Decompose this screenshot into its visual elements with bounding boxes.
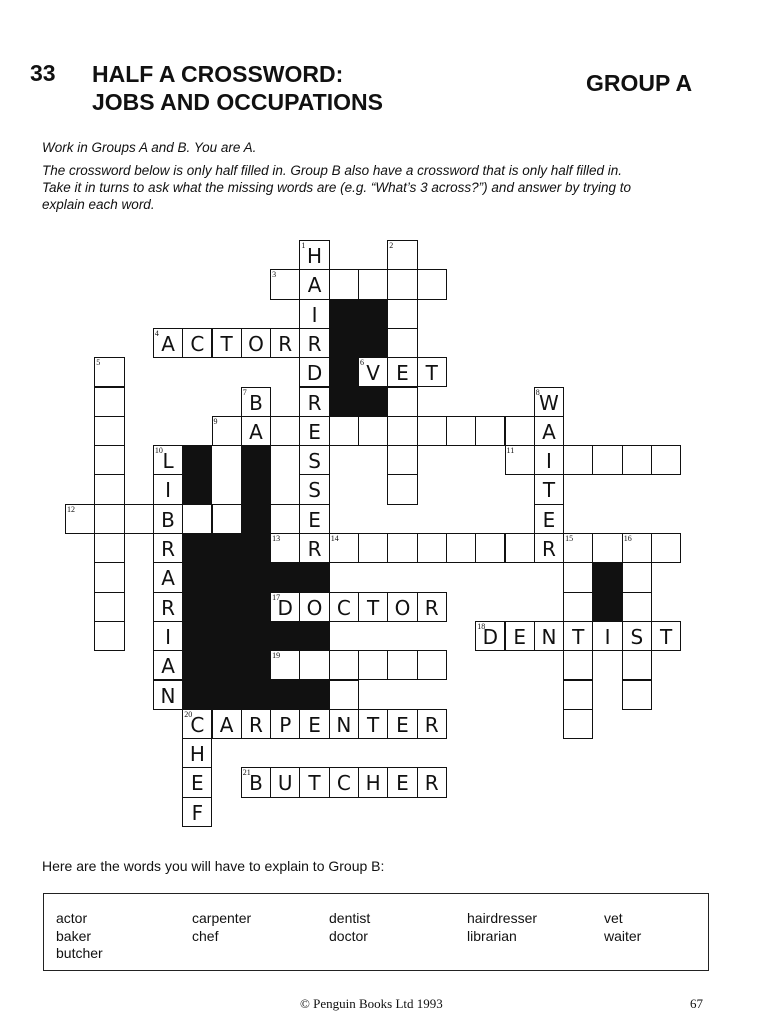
crossword-cell — [475, 621, 505, 651]
crossword-cell — [153, 533, 183, 563]
word-item: carpenter — [192, 910, 252, 926]
crossword-letter: D — [306, 361, 323, 386]
crossword-black-square — [182, 650, 212, 680]
crossword-cell — [182, 738, 212, 768]
crossword-letter: A — [307, 273, 322, 298]
instructions-line-1: Work in Groups A and B. You are A. — [42, 140, 257, 155]
crossword-letter: U — [277, 771, 293, 796]
crossword-cell — [94, 533, 124, 563]
crossword-black-square — [212, 680, 242, 710]
crossword-cell — [446, 416, 476, 446]
crossword-letter: B — [161, 507, 175, 532]
crossword-letter: C — [190, 331, 205, 356]
crossword-cell — [651, 621, 681, 651]
crossword-letter: R — [307, 537, 322, 561]
crossword-black-square — [182, 533, 212, 563]
word-list-box — [43, 893, 709, 971]
crossword-letter: E — [396, 771, 409, 796]
crossword-black-square — [592, 592, 622, 622]
crossword-letter: H — [189, 742, 205, 767]
crossword-cell — [387, 357, 417, 387]
crossword-letter: R — [248, 712, 263, 737]
crossword-black-square — [182, 474, 212, 504]
title-line-1: HALF A CROSSWORD: — [92, 61, 344, 87]
crossword-cell — [387, 650, 417, 680]
title-line-2: JOBS AND OCCUPATIONS — [92, 89, 383, 115]
crossword-letter: R — [424, 595, 439, 620]
crossword-letter: C — [336, 771, 351, 796]
crossword-letter: O — [306, 595, 323, 620]
crossword-cell — [563, 592, 593, 622]
crossword-letter: C — [190, 712, 205, 737]
crossword-cell — [475, 533, 505, 563]
crossword-cell — [241, 416, 271, 446]
crossword-cell — [651, 445, 681, 475]
crossword-cell — [299, 767, 329, 797]
crossword-letter: T — [425, 361, 438, 386]
crossword-cell — [592, 445, 622, 475]
crossword-black-square — [329, 328, 359, 358]
crossword-letter: L — [162, 449, 174, 474]
clue-number: 9 — [213, 416, 218, 426]
crossword-cell — [153, 592, 183, 622]
crossword-letter: I — [165, 624, 171, 649]
crossword-cell — [299, 387, 329, 417]
crossword-black-square — [241, 680, 271, 710]
crossword-letter: R — [307, 331, 322, 356]
crossword-cell — [329, 650, 359, 680]
crossword-cell — [534, 387, 564, 417]
crossword-letter: B — [249, 390, 263, 415]
word-item: doctor — [329, 928, 368, 944]
clue-number: 19 — [272, 651, 281, 661]
crossword-cell — [387, 269, 417, 299]
crossword-cell — [387, 299, 417, 329]
crossword-letter: I — [165, 478, 171, 503]
crossword-cell — [182, 709, 212, 739]
crossword-letter: H — [365, 771, 381, 796]
crossword-cell — [622, 592, 652, 622]
crossword-black-square — [241, 592, 271, 622]
clue-number: 2 — [389, 241, 394, 250]
clue-number: 21 — [242, 768, 251, 778]
crossword-cell — [299, 445, 329, 475]
crossword-letter: E — [308, 507, 321, 532]
clue-number: 4 — [154, 328, 159, 338]
crossword-cell — [417, 709, 447, 739]
group-label: GROUP A — [586, 70, 693, 96]
crossword-cell — [94, 387, 124, 417]
word-item: chef — [192, 928, 219, 944]
crossword-black-square — [212, 592, 242, 622]
crossword-cell — [387, 328, 417, 358]
crossword-cell — [182, 797, 212, 827]
crossword-cell — [387, 533, 417, 563]
crossword-letter: R — [424, 712, 439, 737]
clue-number: 10 — [154, 446, 163, 456]
crossword-cell — [358, 650, 388, 680]
crossword-black-square — [241, 650, 271, 680]
crossword-black-square — [299, 562, 329, 592]
crossword-letter: T — [367, 712, 380, 737]
crossword-cell — [94, 474, 124, 504]
crossword-letter: T — [660, 624, 673, 649]
crossword-letter: N — [160, 683, 176, 708]
clue-number: 1 — [301, 241, 306, 250]
crossword-letter: D — [277, 595, 293, 620]
crossword-black-square — [329, 357, 359, 387]
crossword-letter: I — [311, 302, 318, 327]
crossword-letter: A — [161, 654, 175, 679]
crossword-black-square — [241, 474, 271, 504]
crossword-cell — [299, 299, 329, 329]
crossword-cell — [329, 592, 359, 622]
crossword-cell — [475, 416, 505, 446]
crossword-letter: T — [542, 478, 556, 503]
crossword-cell — [622, 533, 652, 563]
crossword-black-square — [329, 387, 359, 417]
crossword-cell — [387, 767, 417, 797]
crossword-letter: A — [219, 712, 234, 737]
crossword-letter: E — [396, 361, 409, 386]
crossword-cell — [417, 533, 447, 563]
crossword-cell — [563, 650, 593, 680]
word-item: vet — [604, 910, 623, 926]
crossword-cell — [94, 621, 124, 651]
crossword-cell — [329, 533, 359, 563]
crossword-cell — [241, 328, 271, 358]
crossword-cell — [563, 621, 593, 651]
crossword-black-square — [212, 650, 242, 680]
crossword-black-square — [182, 621, 212, 651]
crossword-letter: H — [307, 244, 323, 268]
crossword-black-square — [241, 504, 271, 534]
crossword-cell — [563, 709, 593, 739]
word-item: hairdresser — [467, 910, 538, 926]
crossword-cell — [329, 269, 359, 299]
crossword-cell — [299, 709, 329, 739]
crossword-cell — [94, 416, 124, 446]
crossword-black-square — [241, 621, 271, 651]
crossword-cell — [358, 269, 388, 299]
crossword-cell — [153, 562, 183, 592]
crossword-cell — [299, 240, 329, 270]
crossword-cell — [622, 680, 652, 710]
crossword-black-square — [358, 299, 388, 329]
clue-number: 16 — [623, 534, 632, 543]
crossword-letter: O — [394, 595, 411, 620]
clue-number: 20 — [184, 709, 193, 719]
crossword-cell — [153, 445, 183, 475]
crossword-cell — [212, 709, 242, 739]
crossword-cell — [417, 650, 447, 680]
crossword-cell — [387, 387, 417, 417]
crossword-letter: V — [366, 361, 380, 386]
crossword-cell — [387, 416, 417, 446]
crossword-cell — [153, 504, 183, 534]
crossword-black-square — [212, 562, 242, 592]
crossword-cell — [153, 621, 183, 651]
crossword-letter: A — [542, 419, 556, 444]
crossword-cell — [387, 240, 417, 270]
crossword-cell — [358, 709, 388, 739]
crossword-cell — [534, 533, 564, 563]
crossword-black-square — [270, 680, 300, 710]
crossword-cell — [387, 592, 417, 622]
crossword-black-square — [182, 562, 212, 592]
crossword-letter: B — [249, 771, 263, 796]
crossword-cell — [270, 504, 300, 534]
crossword-cell — [622, 562, 652, 592]
crossword-black-square — [270, 621, 300, 651]
crossword-cell — [622, 445, 652, 475]
crossword-cell — [622, 621, 652, 651]
crossword-cell — [270, 328, 300, 358]
crossword-cell — [563, 680, 593, 710]
crossword-cell — [212, 328, 242, 358]
crossword-cell — [153, 650, 183, 680]
crossword-cell — [94, 504, 124, 534]
crossword-cell — [563, 533, 593, 563]
crossword-black-square — [299, 621, 329, 651]
crossword-cell — [505, 445, 535, 475]
crossword-cell — [417, 269, 447, 299]
crossword-cell — [417, 357, 447, 387]
crossword-cell — [94, 562, 124, 592]
crossword-cell — [299, 474, 329, 504]
crossword-cell — [505, 416, 535, 446]
crossword-letter: S — [308, 478, 321, 503]
crossword-cell — [124, 504, 154, 534]
crossword-letter: S — [630, 624, 644, 649]
crossword-cell — [299, 328, 329, 358]
clue-number: 14 — [330, 534, 339, 543]
crossword-black-square — [212, 621, 242, 651]
crossword-cell — [563, 445, 593, 475]
word-item: actor — [56, 910, 88, 926]
crossword-cell — [387, 445, 417, 475]
crossword-cell — [299, 650, 329, 680]
crossword-cell — [534, 416, 564, 446]
clue-number: 12 — [67, 504, 75, 514]
crossword-cell — [153, 680, 183, 710]
crossword-cell — [212, 416, 242, 446]
word-item: baker — [56, 928, 92, 944]
instructions-line-2: The crossword below is only half filled in. Group B also have a crossword that is only half filled in. Take it in turns to ask what the missing words are (e.g. “What’s 3 across?”) and answer by trying to explain each word. — [42, 163, 632, 212]
crossword-cell — [358, 767, 388, 797]
crossword-letter: D — [482, 624, 499, 649]
crossword-letter: S — [308, 449, 321, 474]
crossword-cell — [329, 709, 359, 739]
crossword-letter: O — [248, 331, 264, 356]
crossword-cell — [358, 357, 388, 387]
crossword-cell — [270, 709, 300, 739]
crossword-cell — [270, 592, 300, 622]
crossword-cell — [299, 533, 329, 563]
clue-number: 13 — [272, 534, 281, 543]
crossword-black-square — [241, 562, 271, 592]
crossword-cell — [387, 709, 417, 739]
crossword-cell — [299, 504, 329, 534]
word-list-label: Here are the words you will have to explain to Group B: — [42, 858, 385, 874]
crossword-cell — [241, 709, 271, 739]
crossword-cell — [153, 328, 183, 358]
crossword-letter: E — [542, 507, 556, 532]
crossword-cell — [505, 621, 535, 651]
crossword-black-square — [182, 592, 212, 622]
crossword-cell — [387, 474, 417, 504]
crossword-cell — [299, 592, 329, 622]
crossword-letter: E — [513, 624, 526, 649]
crossword-cell — [534, 504, 564, 534]
crossword-cell — [534, 445, 564, 475]
crossword-black-square — [299, 680, 329, 710]
crossword-cell — [182, 504, 212, 534]
crossword-cell — [241, 767, 271, 797]
clue-number: 7 — [242, 387, 247, 397]
crossword-black-square — [358, 328, 388, 358]
crossword-cell — [446, 533, 476, 563]
crossword-cell — [182, 328, 212, 358]
clue-number: 17 — [272, 592, 281, 602]
crossword-cell — [358, 416, 388, 446]
crossword-cell — [270, 650, 300, 680]
crossword-cell — [65, 504, 95, 534]
crossword-letter: E — [308, 419, 321, 444]
crossword-black-square — [182, 680, 212, 710]
crossword-letter: A — [161, 566, 175, 591]
crossword-black-square — [270, 562, 300, 592]
crossword-cell — [241, 387, 271, 417]
unit-number: 33 — [30, 60, 56, 86]
word-item: dentist — [329, 910, 371, 926]
crossword-cell — [417, 767, 447, 797]
crossword-letter: N — [541, 624, 557, 649]
crossword-letter: T — [220, 331, 233, 356]
crossword-letter: R — [161, 537, 175, 561]
crossword-cell — [358, 592, 388, 622]
crossword-cell — [329, 416, 359, 446]
crossword-black-square — [358, 387, 388, 417]
crossword-letter: F — [191, 800, 204, 825]
crossword-letter: R — [541, 537, 556, 561]
crossword-black-square — [329, 299, 359, 329]
crossword-cell — [94, 445, 124, 475]
crossword-letter: R — [278, 331, 293, 356]
clue-number: 6 — [360, 358, 364, 368]
crossword-cell — [358, 533, 388, 563]
crossword-cell — [94, 592, 124, 622]
clue-number: 18 — [477, 621, 486, 631]
crossword-black-square — [241, 445, 271, 475]
crossword-black-square — [241, 533, 271, 563]
crossword-cell — [270, 533, 300, 563]
crossword-letter: R — [307, 390, 322, 415]
crossword-cell — [329, 680, 359, 710]
crossword-cell — [592, 621, 622, 651]
crossword-letter: R — [161, 595, 175, 620]
crossword-letter: I — [545, 449, 552, 474]
crossword-cell — [534, 621, 564, 651]
crossword-cell — [153, 474, 183, 504]
word-item: butcher — [56, 945, 103, 961]
crossword-letter: R — [424, 771, 439, 796]
word-item: waiter — [604, 928, 642, 944]
crossword-letter: T — [367, 595, 380, 620]
crossword-black-square — [592, 562, 622, 592]
crossword-letter: T — [572, 624, 585, 649]
crossword-letter: I — [604, 624, 611, 649]
crossword-letter: E — [396, 712, 409, 737]
crossword-cell — [329, 767, 359, 797]
crossword-cell — [270, 269, 300, 299]
crossword-cell — [299, 357, 329, 387]
crossword-cell — [299, 416, 329, 446]
crossword-cell — [651, 533, 681, 563]
crossword-cell — [299, 269, 329, 299]
clue-number: 11 — [506, 446, 515, 456]
clue-number: 3 — [272, 270, 277, 280]
crossword-cell — [270, 416, 300, 446]
crossword-cell — [212, 504, 242, 534]
crossword-black-square — [182, 445, 212, 475]
crossword-letter: W — [539, 390, 559, 415]
crossword-letter: N — [336, 712, 352, 737]
crossword-letter: P — [279, 712, 292, 737]
clue-number: 15 — [565, 534, 574, 543]
crossword-letter: A — [249, 419, 263, 444]
crossword-cell — [592, 533, 622, 563]
crossword-letter: C — [336, 595, 351, 620]
crossword-cell — [534, 474, 564, 504]
page-number: 67 — [690, 996, 703, 1011]
crossword-cell — [622, 650, 652, 680]
crossword-cell — [270, 767, 300, 797]
crossword-cell — [505, 533, 535, 563]
crossword-letter: A — [161, 331, 175, 356]
crossword-cell — [94, 357, 124, 387]
crossword-letter: E — [191, 771, 204, 796]
crossword-cell — [417, 592, 447, 622]
word-item: librarian — [467, 928, 517, 944]
crossword-letter: T — [308, 771, 321, 796]
crossword-cell — [182, 767, 212, 797]
copyright: © Penguin Books Ltd 1993 — [300, 996, 443, 1011]
clue-number: 8 — [535, 387, 540, 397]
crossword-cell — [563, 562, 593, 592]
crossword-letter: E — [308, 712, 321, 737]
clue-number: 5 — [96, 358, 101, 368]
crossword-black-square — [212, 533, 242, 563]
crossword-cell — [417, 416, 447, 446]
